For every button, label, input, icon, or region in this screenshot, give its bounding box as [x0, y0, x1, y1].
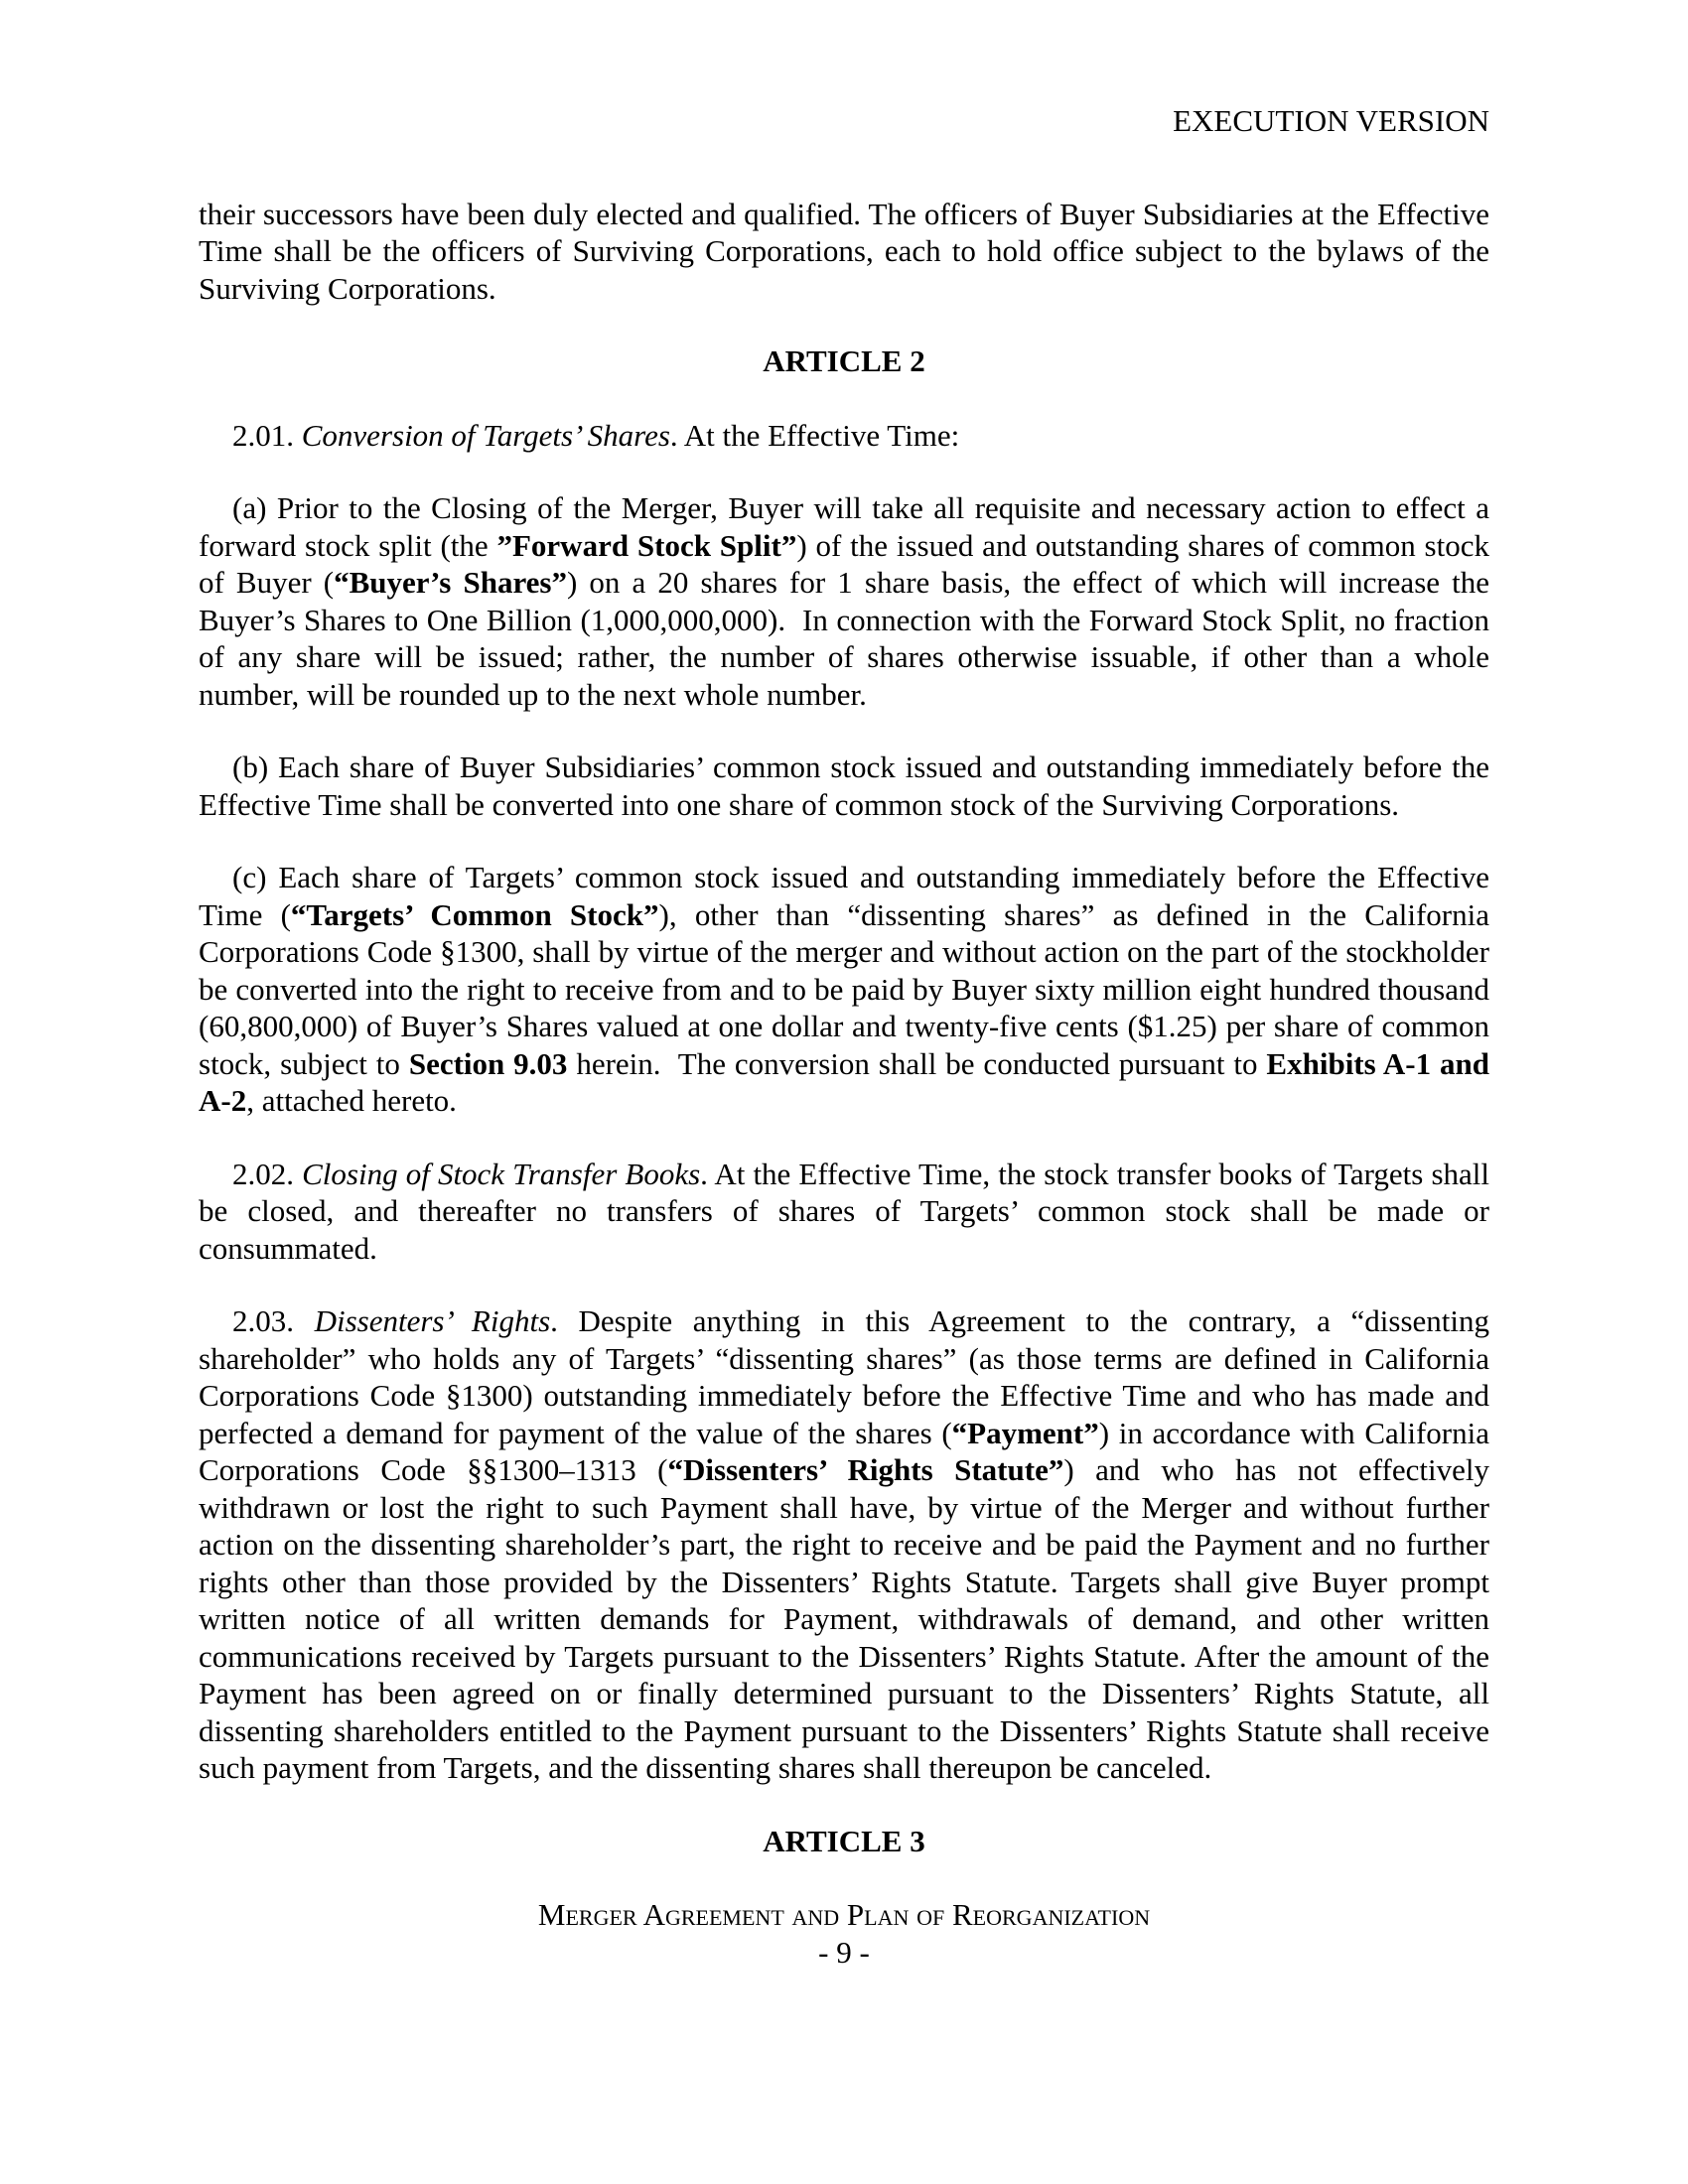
paragraph-a-forward-stock-split: (a) Prior to the Closing of the Merger, Buyer will take all requisite and necessary action to effect a forward stock split (the ”Forward Stock Split”) of the issued and outstanding shares of common stock of Buyer (“Buyer’s Shares”) on a 20 shares for 1 share basis, the effect of which will increase the Buyer’s Shares to One Billion (1,000,000,000). In connection with the Forward Stock Split, no fraction of any share will be issued; rather, the number of shares otherwise issuable, if other than a whole number, will be rounded up to the next whole number. [199, 490, 1489, 712]
article-2-heading: ARTICLE 2 [763, 343, 925, 378]
footer-doc-title: Merger Agreement and Plan of Reorganization [537, 1897, 1151, 1932]
page-content [199, 102, 1489, 1971]
paragraph-c-targets-common-stock-conversion: (c) Each share of Targets’ common stock issued and outstanding immediately before the Effective Time (“Targets’ Common Stock”), other than “dissenting shares” as defined in the California Corporations Code §1300, shall by virtue of the merger and without action on the part of the stockholder be converted into the right to receive from and to be paid by Buyer sixty million eight hundred thousand (60,800,000) of Buyer’s Shares valued at one dollar and twenty-five cents ($1.25) per share of common stock, subject to Section 9.03 herein. The conversion shall be conducted pursuant to Exhibits A-1 and A-2, attached hereto. [199, 860, 1489, 1118]
section-2-03-dissenters-rights: 2.03. Dissenters’ Rights. Despite anything in this Agreement to the contrary, a “dissenting shareholder” who holds any of Targets’ “dissenting shares” (as those terms are defined in California Corporations Code §1300) outstanding immediately before the Effective Time and who has made and perfected a demand for payment of the value of the shares (“Payment”) in accordance with California Corporations Code §§1300–1313 (“Dissenters’ Rights Statute”) and who has not effectively withdrawn or lost the right to such Payment shall have, by virtue of the Merger and without further action on the dissenting shareholder’s part, the right to receive and be paid the Payment and no further rights other than those provided by the Dissenters’ Rights Statute. Targets shall give Buyer prompt written notice of all written demands for Payment, withdrawals of demand, and other written communications received by Targets pursuant to the Dissenters’ Rights Statute. After the amount of the Payment has been agreed on or finally determined pursuant to the Dissenters’ Rights Statute, all dissenting shareholders entitled to the Payment pursuant to the Dissenters’ Rights Statute shall receive such payment from Targets, and the dissenting shares shall thereupon be canceled. [199, 1303, 1489, 1785]
page-number: - 9 - [818, 1934, 870, 1970]
section-2-02-closing-of-stock-transfer-books: 2.02. Closing of Stock Transfer Books. At the Effective Time, the stock transfer books of Targets shall be closed, and thereafter no transfers of shares of Targets’ common stock shall be made or consummated. [199, 1156, 1489, 1266]
section-2-01-conversion-of-targets-shares: 2.01. Conversion of Targets’ Shares. At the Effective Time: [232, 417, 960, 453]
article-3-heading: ARTICLE 3 [763, 1823, 925, 1858]
execution-version-label: EXECUTION VERSION [1173, 103, 1489, 138]
paragraph-b-buyer-subsidiaries-conversion: (b) Each share of Buyer Subsidiaries’ common stock issued and outstanding immediately before the Effective Time shall be converted into one share of common stock of the Surviving Corporations. [199, 750, 1489, 822]
paragraph-officers-continuation: their successors have been duly elected and qualified. The officers of Buyer Subsidiaries at the Effective Time shall be the officers of Surviving Corporations, each to hold office subject to the bylaws of the Surviving Corporations. [199, 196, 1489, 306]
page-footer [199, 1896, 1489, 1971]
